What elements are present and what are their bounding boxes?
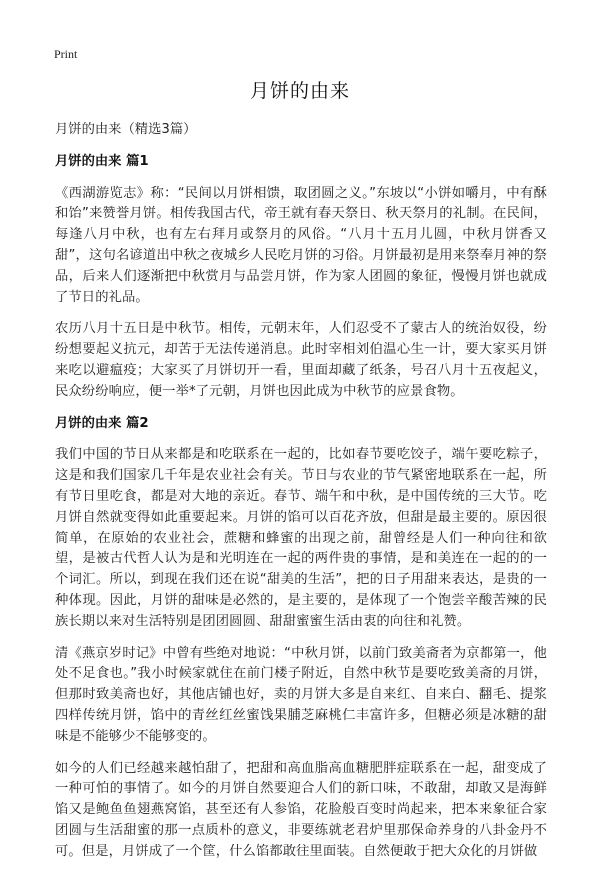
- paragraph: 我们中国的节日从来都是和吃联系在一起的，比如春节要吃饺子，端午要吃粽子，这是和我们国家几千年是农业社会有关。节日与农业的节气紧密地联系在一起，所有节日里吃食，都是对大地的亲近。春节、端午和中秋，是中国传统的三大节。吃月饼自然就变得如此重要起来。月饼的馅可以百花齐放，但甜是最主要的。原因很简单，在原始的农业社会，蔗糖和蜂蜜的出现之前，甜曾经是人们一种向往和欲望，是被古代哲人认为是和光明连在一起的两件贵的事情，是和美连在一起的的一个词汇。所以，到现在我们还在说“甜美的生活”，把的日子用甜来表达，是贵的一种体现。因此，月饼的甜味是必然的，是主要的，是体现了一个饱尝辛酸苦辣的民族长期以来对生活特别是团团圆圆、甜甜蜜蜜生活由衷的向往和礼赞。: [55, 447, 547, 629]
- section-heading: 月饼的由来 篇1: [55, 153, 149, 169]
- document-subtitle: 月饼的由来（精选3篇）: [55, 122, 197, 137]
- section-2: [55, 414, 547, 863]
- print-label: Print: [54, 47, 78, 61]
- paragraph: 农历八月十五日是中秋节。相传，元朝末年，人们忍受不了蒙古人的统治奴役，纷纷想要起义抗元，却苦于无法传递消息。此时宰相刘伯温心生一计，要大家买月饼来吃以避瘟疫；大家买了月饼切开一看，里面却藏了纸条，号召八月十五夜起义，民众纷纷响应，便一举*了元朝，月饼也因此成为中秋节的应景食物。: [55, 321, 547, 399]
- document-body: [55, 120, 547, 874]
- document-title: 月饼的由来: [249, 80, 350, 102]
- section-1: [55, 152, 547, 403]
- paragraph: 《西湖游览志》称：“民间以月饼相馈，取团圆之义。”东坡以“小饼如嚼月，中有酥和饴”来赞誉月饼。相传我国古代，帝王就有春天祭日、秋天祭月的礼制。在民间，每逢八月中秋，也有左右拜月或祭月的风俗。“八月十五月儿圆，中秋月饼香又甜”，这句名谚道出中秋之夜城乡人民吃月饼的习俗。月饼最初是用来祭奉月神的祭品，后来人们逐渐把中秋赏月与品尝月饼，作为家人团圆的象征，慢慢月饼也就成了节日的礼品。: [55, 185, 547, 305]
- paragraph: 清《燕京岁时记》中曾有些绝对地说：“中秋月饼，以前门致美斋者为京都第一，他处不足食也。”我小时候家就住在前门楼子附近，自然中秋节是要吃致美斋的月饼，但那时致美斋也好，其他店铺也好，卖的月饼大多是自来红、自来白、翻毛、提浆四样传统月饼，馅中的青丝红丝蜜饯果脯芝麻桃仁丰富许多，但糖必须是冰糖的甜味是不能够少不能够变的。: [55, 645, 547, 744]
- paragraph: 如今的人们已经越来越怕甜了，把甜和高血脂高血糖肥胖症联系在一起，甜变成了一种可怕的事情了。如今的月饼自然要迎合人们的新口味，不敢甜，却敢又是海鲜馅又是鲍鱼鱼翅燕窝馅，甚至还有人参馅，花脸般百变时尚起来，把本来象征合家团圆与生活甜蜜的那一点质朴的意义，非要练就老君炉里那保命养身的八卦金丹不可。但是，月饼成了一个筐，什么馅都敢往里面装。自然便敢于把大众化的月饼做: [55, 760, 547, 859]
- section-heading: 月饼的由来 篇2: [55, 415, 149, 431]
